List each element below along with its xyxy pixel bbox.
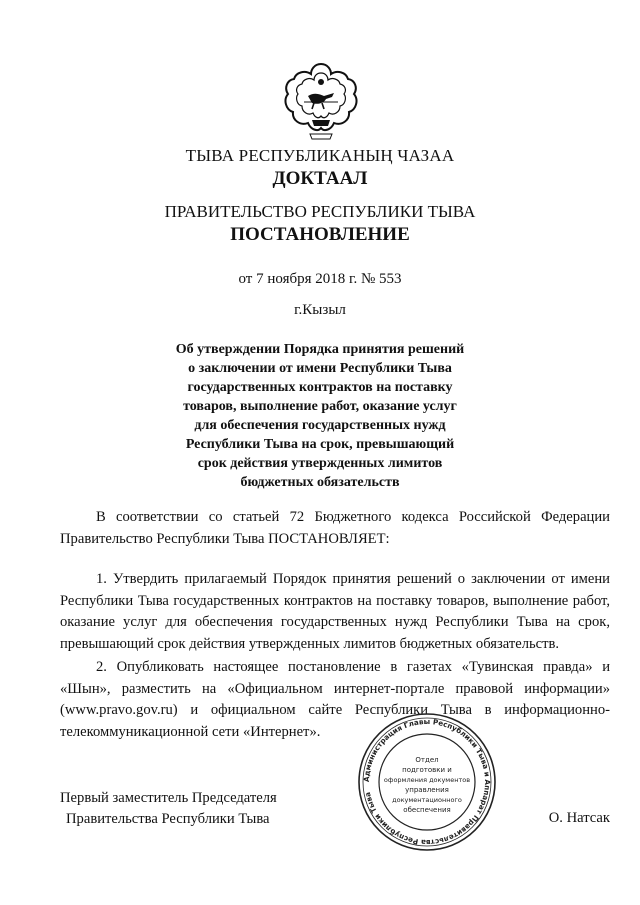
tyva-government-title: ТЫВА РЕСПУБЛИКАНЫҢ ЧАЗАА — [185, 146, 455, 165]
subject-line: Об утверждении Порядка принятия решений — [175, 342, 465, 357]
russian-government-title: ПРАВИТЕЛЬСТВО РЕСПУБЛИКИ ТЫВА — [164, 202, 476, 221]
subject-line: срок действия утвержденных лимитов — [197, 456, 443, 471]
tyva-document-type: ДОКТААЛ — [272, 168, 368, 189]
subject-line: товаров, выполнение работ, оказание услуг — [183, 399, 457, 414]
clause-2-paragraph: 2. Опубликовать настоящее постановление в газетах «Тувинская правда» и «Шын», разместить на «Официальном интернет-портале правовой информации» (www.pravo.gov.ru) и официальном сайте Республики Тыва в информационно-телекоммуникационной сети «Интернет». — [60, 659, 610, 740]
coat-of-arms-icon — [284, 60, 358, 146]
signatory-position — [60, 788, 277, 830]
subject-line: государственных контрактов на поставку — [187, 380, 453, 395]
svg-text:документационного: документационного — [392, 796, 462, 804]
svg-text:управления: управления — [405, 786, 449, 794]
svg-text:подготовки и: подготовки и — [402, 766, 452, 774]
clause-1-paragraph: 1. Утвердить прилагаемый Порядок принятия решений о заключении от имени Республики Тыва государственных контрактов на поставку товаров, выполнение работ, оказание услуг для обеспечения государственных нужд Республики Тыва на срок, превышающий срок действия утвержденных лимитов бюджетных обязательств. — [60, 571, 610, 652]
signatory-name: О. Натсак — [548, 810, 610, 826]
subject-line: Республики Тыва на срок, превышающий — [185, 437, 455, 452]
svg-text:оформления документов: оформления документов — [383, 776, 471, 784]
svg-text:обеспечения: обеспечения — [403, 806, 451, 814]
russian-document-type: ПОСТАНОВЛЕНИЕ — [230, 224, 410, 245]
subject-line: бюджетных обязательств — [240, 475, 400, 490]
subject-line: для обеспечения государственных нужд — [194, 418, 446, 433]
signatory-position-line: Первый заместитель Председателя — [60, 790, 277, 806]
preamble-paragraph: В соответствии со статьей 72 Бюджетного кодекса Российской Федерации Правительство Республики Тыва ПОСТАНОВЛЯЕТ: — [60, 509, 610, 547]
subject-line: о заключении от имени Республики Тыва — [188, 361, 452, 376]
document-subject — [150, 340, 490, 492]
official-stamp-icon — [356, 711, 498, 853]
svg-text:Отдел: Отдел — [415, 756, 439, 764]
city: г.Кызыл — [294, 302, 346, 318]
svg-text:Администрация Главы Республики: Администрация Главы Республики Тыва и Аппарат Правительства Республики Тыва — [361, 716, 493, 848]
signatory-position-line: Правительства Республики Тыва — [66, 811, 270, 827]
date-and-number: от 7 ноября 2018 г. № 553 — [238, 271, 402, 287]
